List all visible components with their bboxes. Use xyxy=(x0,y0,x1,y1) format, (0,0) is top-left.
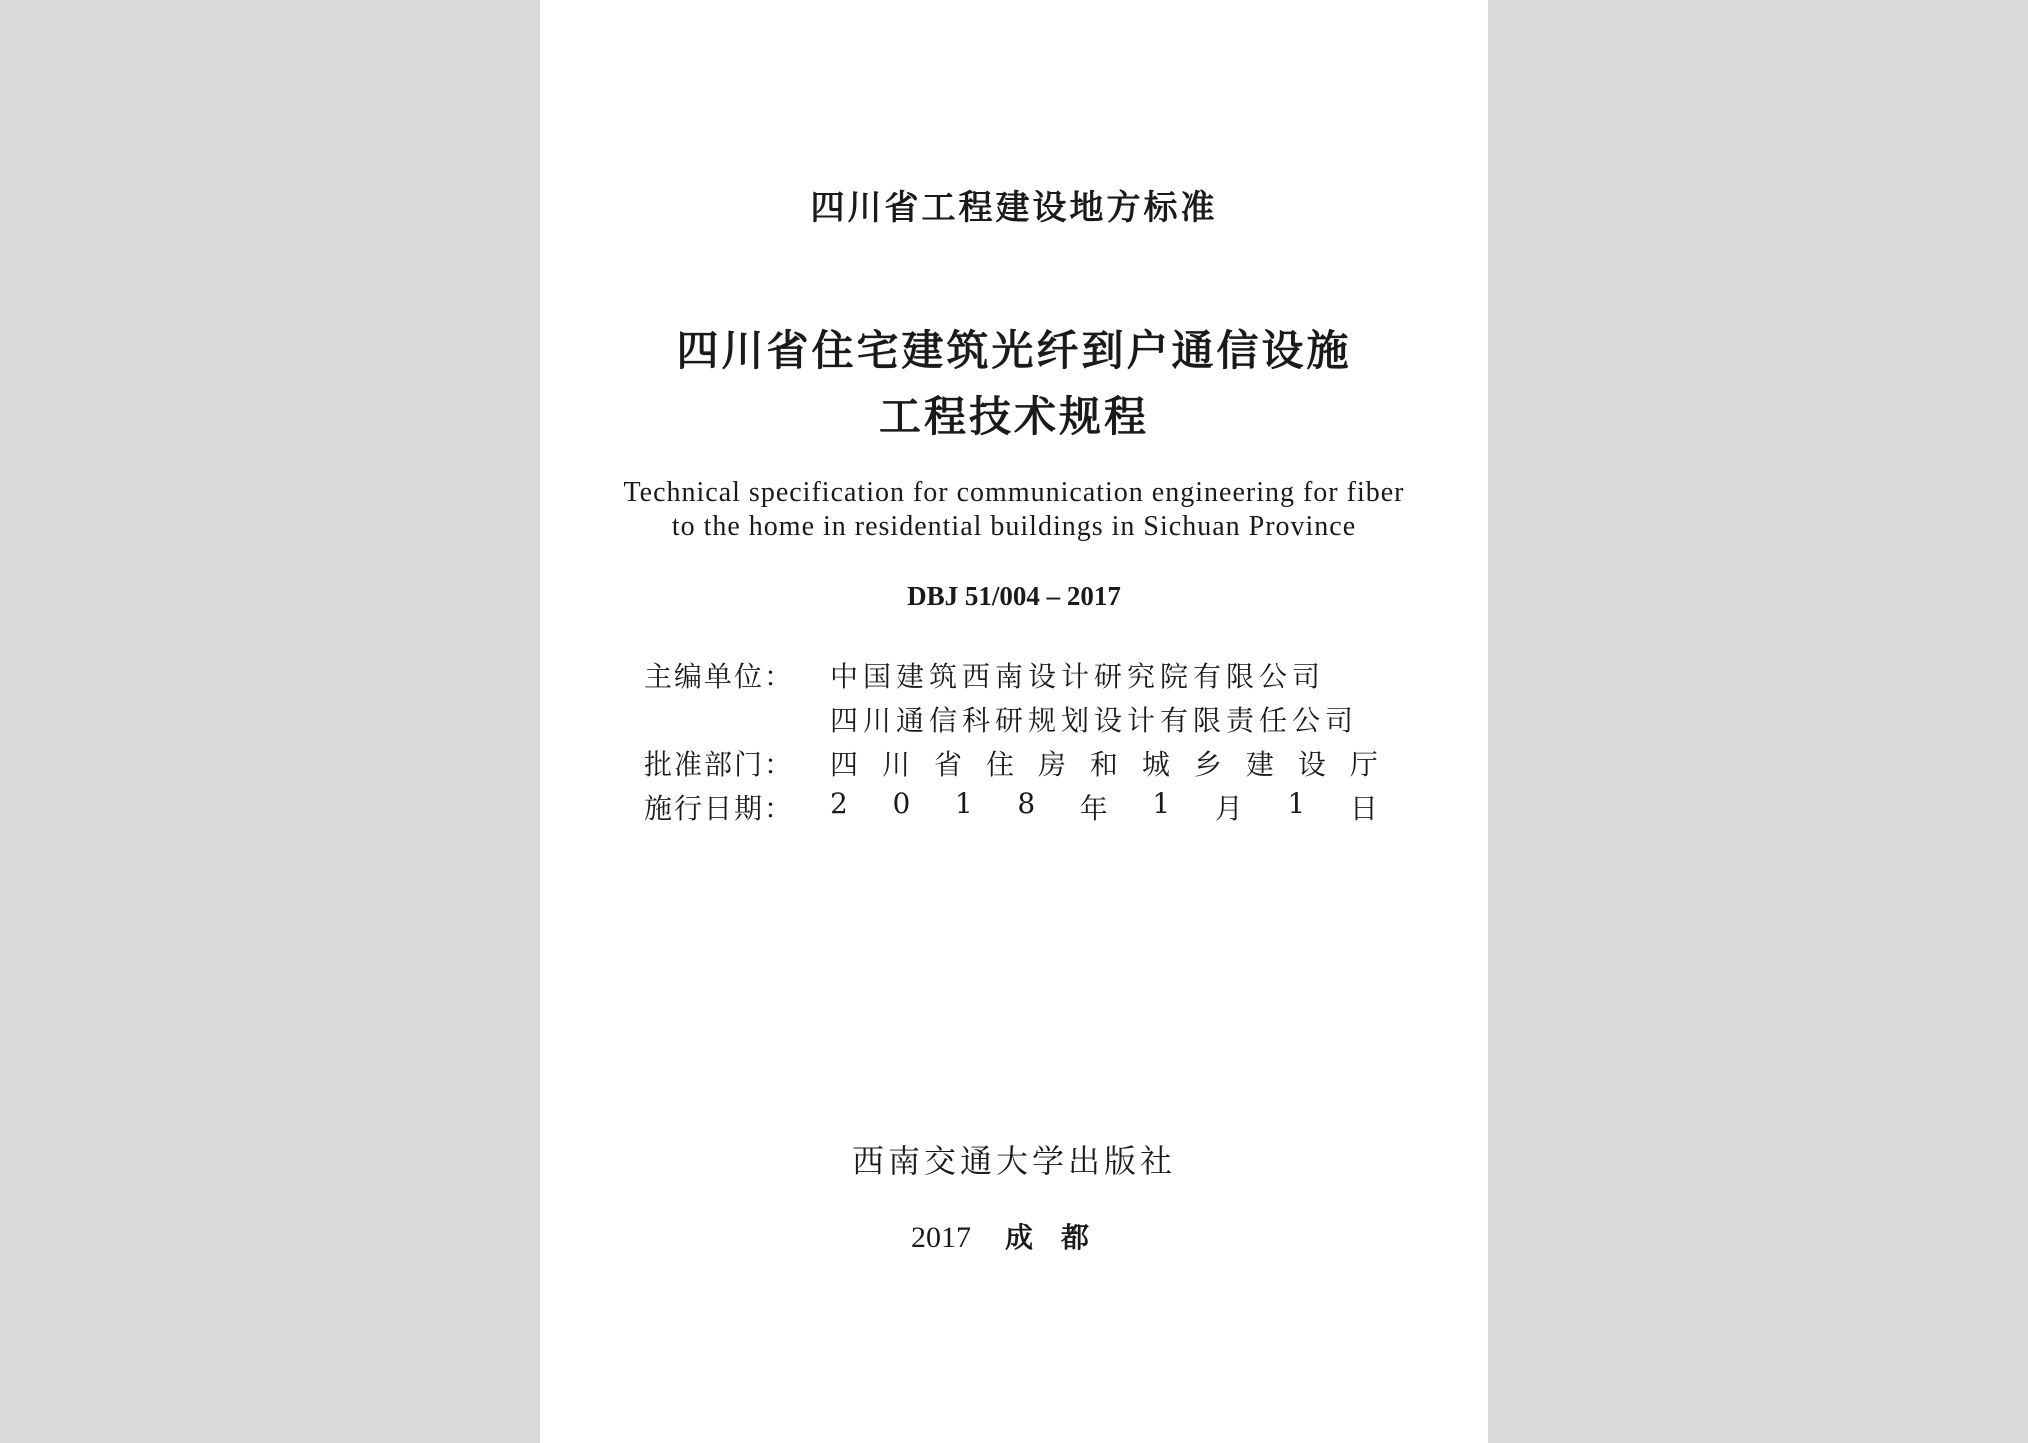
approval-char: 省 xyxy=(933,748,962,781)
main-title-line-2: 工程技术规程 xyxy=(878,392,1149,441)
date-char: 2 xyxy=(830,787,848,820)
date-char: 0 xyxy=(892,787,911,820)
imprint-city: 成都 xyxy=(1004,1221,1117,1254)
date-char: 年 xyxy=(1079,792,1108,825)
date-char: 1 xyxy=(954,787,973,820)
approval-label: 批准部门： xyxy=(644,748,795,781)
document-page xyxy=(540,0,1488,1443)
effective-date-label: 施行日期： xyxy=(644,792,795,825)
date-char: 8 xyxy=(1017,787,1036,820)
approval-char: 建 xyxy=(1245,748,1274,781)
approval-char: 住 xyxy=(985,748,1014,781)
approval-char: 四 xyxy=(830,748,859,781)
approval-char: 房 xyxy=(1037,748,1066,781)
date-char: 1 xyxy=(1152,787,1171,820)
approval-char: 川 xyxy=(881,748,910,781)
date-char: 日 xyxy=(1349,792,1378,825)
editor-row xyxy=(644,655,1384,691)
imprint xyxy=(540,1216,1488,1256)
main-title-line-1: 四川省住宅建筑光纤到户通信设施 xyxy=(676,326,1352,375)
effective-date-row xyxy=(644,787,1384,823)
editor-org-1: 中国建筑西南设计研究院有限公司 xyxy=(830,660,1326,693)
approval-department xyxy=(830,743,1378,783)
editor-row-2 xyxy=(644,699,1384,735)
english-title-line-1: Technical specification for communication engineering for fiber xyxy=(623,477,1405,508)
date-char: 月 xyxy=(1214,792,1243,825)
english-title-line-2: to the home in residential buildings in Sichuan Province xyxy=(671,511,1357,542)
approval-row xyxy=(644,743,1384,779)
editor-label: 主编单位： xyxy=(644,660,795,693)
effective-date xyxy=(830,787,1378,827)
date-char: 1 xyxy=(1287,787,1306,820)
imprint-year: 2017 xyxy=(910,1221,971,1254)
approval-char: 和 xyxy=(1089,748,1118,781)
approval-char: 城 xyxy=(1141,748,1170,781)
approval-char: 设 xyxy=(1297,748,1326,781)
series-title: 四川省工程建设地方标准 xyxy=(810,188,1218,228)
standard-code: DBJ 51/004 – 2017 xyxy=(907,581,1121,611)
publisher-name: 西南交通大学出版社 xyxy=(851,1142,1176,1180)
editor-org-2: 四川通信科研规划设计有限责任公司 xyxy=(830,704,1359,737)
approval-char: 厅 xyxy=(1349,748,1378,781)
approval-char: 乡 xyxy=(1193,748,1222,781)
